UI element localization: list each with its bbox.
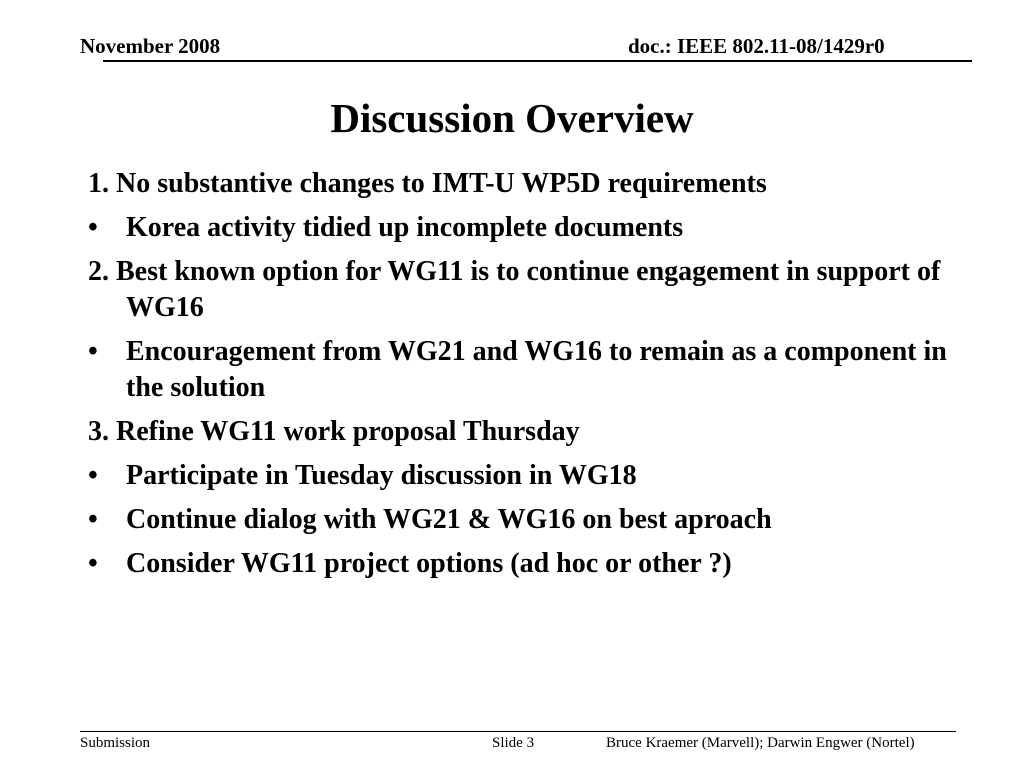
header-date: November 2008 — [80, 34, 221, 58]
header-rule — [103, 60, 972, 62]
item-text: Consider WG11 project options (ad hoc or other ?) — [126, 548, 732, 579]
item-text: 2. Best known option for WG11 is to continue engagement in support of WG16 — [88, 256, 941, 323]
item-text: Encouragement from WG21 and WG16 to remain as a component in the solution — [126, 336, 947, 403]
item-text: 3. Refine WG11 work proposal Thursday — [88, 416, 580, 447]
numbered-item-3 — [88, 414, 948, 450]
bullet-item-2 — [88, 334, 948, 406]
bullet-marker: • — [88, 548, 98, 579]
bullet-marker: • — [88, 504, 98, 535]
bullet-item-3 — [88, 458, 948, 494]
bullet-item-4 — [88, 502, 948, 538]
numbered-item-1 — [88, 166, 948, 202]
bullet-marker: • — [88, 460, 98, 491]
bullet-marker: • — [88, 212, 98, 243]
footer-authors: Bruce Kraemer (Marvell); Darwin Engwer (Nortel) — [606, 735, 915, 751]
numbered-item-2 — [88, 254, 948, 326]
item-text: Continue dialog with WG21 & WG16 on best aproach — [126, 504, 772, 535]
header-doc-id: doc.: IEEE 802.11-08/1429r0 — [628, 34, 885, 58]
footer-slide-number: Slide 3 — [492, 735, 535, 751]
bullet-item-1 — [88, 210, 948, 246]
bullet-item-5 — [88, 546, 948, 582]
item-text: Participate in Tuesday discussion in WG18 — [126, 460, 637, 491]
slide-content — [88, 166, 948, 590]
bullet-marker: • — [88, 336, 98, 367]
item-text: Korea activity tidied up incomplete documents — [126, 212, 684, 243]
item-text: 1. No substantive changes to IMT-U WP5D requirements — [88, 168, 767, 199]
slide-title: Discussion Overview — [330, 95, 694, 141]
footer-rule — [80, 731, 956, 732]
footer-submission: Submission — [80, 735, 151, 751]
